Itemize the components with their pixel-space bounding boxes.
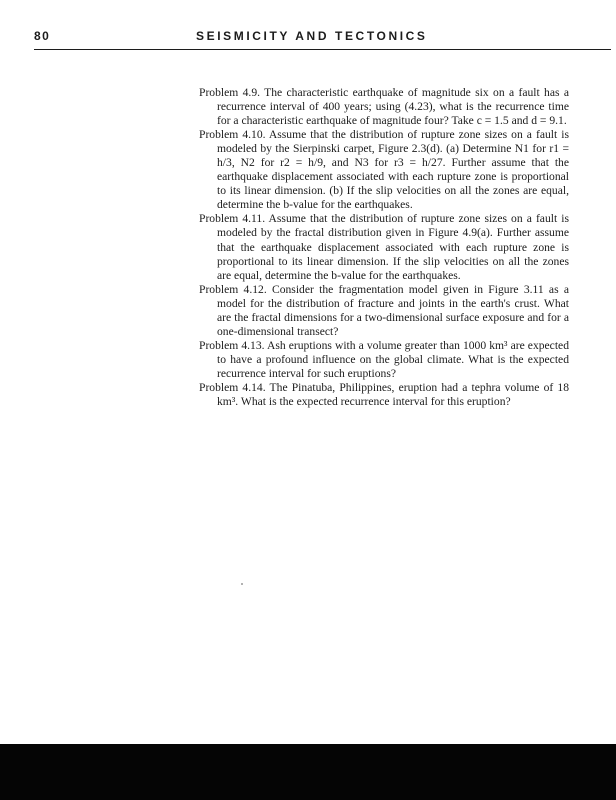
problem-4-14: Problem 4.14. The Pinatuba, Philippines, eruption had a tephra volume of 18 km³. What is the expected recurrence interval for this eruption? — [199, 380, 569, 409]
page-number: 80 — [34, 29, 51, 43]
problem-list — [199, 86, 569, 409]
scan-bottom-border — [0, 744, 616, 800]
running-head: SEISMICITY AND TECTONICS — [196, 29, 428, 43]
problem-4-10: Problem 4.10. Assume that the distribution of rupture zone sizes on a fault is modeled by the Sierpinski carpet, Figure 2.3(d). (a) Determine N1 for r1 = h/3, N2 for r2 = h/9, and N3 for r3 = h/27. Further assume that the earthquake displacement associated with each rupture zone is proportional to its linear dimension. (b) If the slip velocities on all the zones are equal, determine the b-value for the earthquakes. — [199, 128, 569, 212]
problem-4-13: Problem 4.13. Ash eruptions with a volume greater than 1000 km³ are expected to have a profound influence on the global climate. What is the expected recurrence interval for such eruptions? — [199, 338, 569, 380]
problem-4-9: Problem 4.9. The characteristic earthquake of magnitude six on a fault has a recurrence interval of 400 years; using (4.23), what is the recurrence time for a characteristic earthquake of magnitude four? Take c = 1.5 and d = 9.1. — [199, 86, 569, 128]
problem-4-11: Problem 4.11. Assume that the distribution of rupture zone sizes on a fault is modeled by the fractal distribution given in Figure 4.9(a). Further assume that the earthquake displacement associated with each rupture zone is proportional to its linear dimension. If the slip velocities on all the zones are equal, determine the b-value for the earthquakes. — [199, 212, 569, 282]
header-rule — [34, 49, 611, 50]
scan-speck — [241, 583, 243, 585]
problem-4-12: Problem 4.12. Consider the fragmentation model given in Figure 3.11 as a model for the distribution of fracture and joints in the earth's crust. What are the fractal dimensions for a two-dimensional surface exposure and for a one-dimensional transect? — [199, 282, 569, 338]
